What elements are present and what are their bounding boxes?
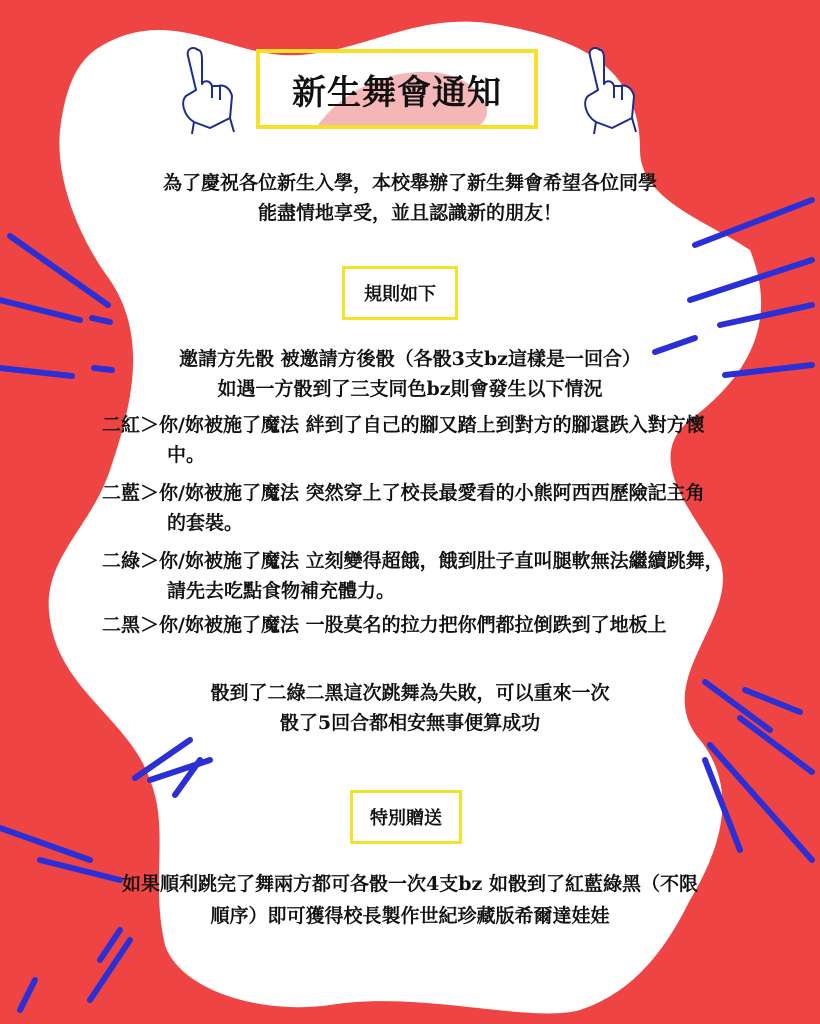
rule-text: 你/妳被施了魔法 絆到了自己的腳又踏上到對方的腳還跌入對方懷: [159, 414, 705, 436]
rule-green: [102, 546, 724, 576]
intro-line-2: 能盡情地享受，並且認識新的朋友！: [257, 202, 562, 224]
rule-black: [102, 610, 667, 640]
pointing-hand-icon: [172, 42, 238, 134]
rule-prefix: 二紅＞: [102, 414, 160, 436]
rule-text: 你/妳被施了魔法 突然穿上了校長最愛看的小熊阿西西歷險記主角: [159, 482, 705, 504]
rule-prefix: 二黑＞: [102, 614, 160, 636]
rules-intro-line-2: 如遇一方骰到了三支同色bz則會發生以下情況: [217, 378, 603, 400]
rules-intro-line-1: 邀請方先骰 被邀請方後骰（各骰3支bz這樣是一回合）: [179, 348, 641, 370]
rule-blue-continued: 的套裝。: [167, 512, 244, 534]
rule-prefix: 二綠＞: [102, 550, 160, 572]
intro-line-1: 為了慶祝各位新生入學，本校舉辦了新生舞會希望各位同學: [162, 172, 657, 194]
gift-heading: 特別贈送: [350, 790, 462, 844]
rule-text: 你/妳被施了魔法 一股莫名的拉力把你們都拉倒跌到了地板上: [159, 614, 667, 636]
rule-blue: [102, 478, 705, 508]
rule-text: 你/妳被施了魔法 立刻變得超餓，餓到肚子直叫腿軟無法繼續跳舞，: [159, 550, 724, 572]
rule-red-continued: 中。: [167, 444, 206, 466]
rule-red: [102, 410, 705, 440]
pointing-hand-icon: [574, 42, 640, 134]
rules-heading: 規則如下: [342, 266, 458, 320]
gift-line-2: 順序）即可獲得校長製作世紀珍藏版希爾達娃娃: [210, 905, 610, 927]
outcome-line-2: 骰了5回合都相安無事便算成功: [279, 712, 541, 734]
outcome-line-1: 骰到了二綠二黑這次跳舞為失敗，可以重來一次: [210, 682, 610, 704]
rule-green-continued: 請先去吃點食物補充體力。: [167, 580, 396, 602]
gift-line-1: 如果順利跳完了舞兩方都可各骰一次4支bz 如骰到了紅藍綠黑（不限: [122, 873, 698, 895]
rule-prefix: 二藍＞: [102, 482, 160, 504]
page-title: 新生舞會通知: [292, 72, 502, 113]
